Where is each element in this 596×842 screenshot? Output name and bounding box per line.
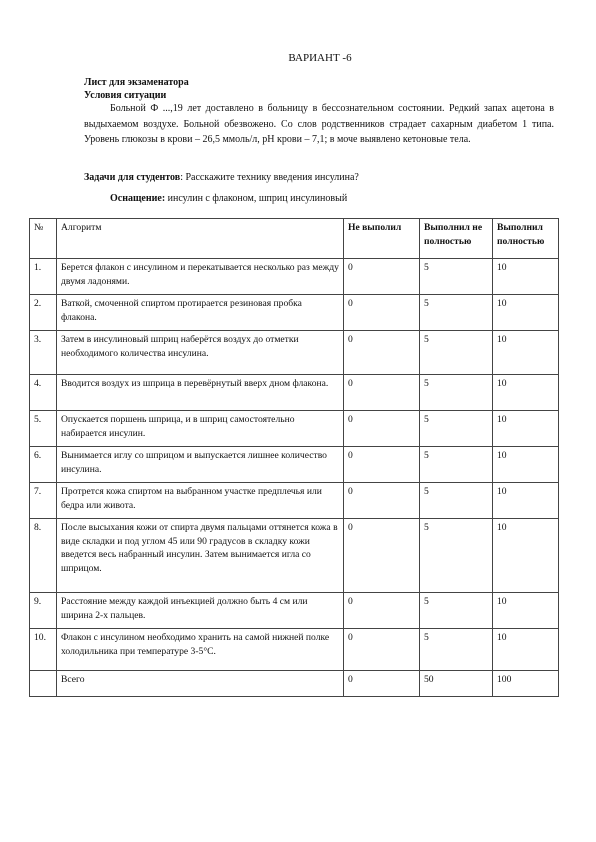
row-score-full: 10 xyxy=(493,593,559,629)
row-score-partial: 5 xyxy=(420,447,493,483)
row-number: 3. xyxy=(30,331,57,375)
row-score-not-done: 0 xyxy=(344,519,420,593)
row-score-full: 10 xyxy=(493,375,559,411)
row-score-not-done: 0 xyxy=(344,295,420,331)
row-score-full: 10 xyxy=(493,483,559,519)
row-score-partial: 5 xyxy=(420,593,493,629)
row-number: 8. xyxy=(30,519,57,593)
row-algorithm: Затем в инсулиновый шприц наберётся воздух до отметки необходимого количества инсулина. xyxy=(57,331,344,375)
row-algorithm: Вводится воздух из шприца в перевёрнутый вверх дном флакона. xyxy=(57,375,344,411)
conditions-title: Условия ситуации xyxy=(84,90,167,101)
header-partially-done: Выполнил не полностью xyxy=(420,219,493,259)
row-score-partial: 5 xyxy=(420,295,493,331)
row-score-full: 10 xyxy=(493,519,559,593)
row-algorithm: Ваткой, смоченной спиртом протирается резиновая пробка флакона. xyxy=(57,295,344,331)
row-score-partial: 5 xyxy=(420,519,493,593)
row-number: 1. xyxy=(30,259,57,295)
row-number: 2. xyxy=(30,295,57,331)
table-row xyxy=(30,447,559,483)
row-score-full: 10 xyxy=(493,629,559,671)
row-algorithm: Протрется кожа спиртом на выбранном участке предплечья или бедра или живота. xyxy=(57,483,344,519)
total-number xyxy=(30,671,57,697)
row-score-not-done: 0 xyxy=(344,259,420,295)
row-score-partial: 5 xyxy=(420,259,493,295)
table-row xyxy=(30,629,559,671)
table-header-row xyxy=(30,219,559,259)
row-score-full: 10 xyxy=(493,447,559,483)
header-algorithm: Алгоритм xyxy=(57,219,344,259)
row-score-not-done: 0 xyxy=(344,593,420,629)
equipment-label: Оснащение: xyxy=(110,193,166,204)
table-row xyxy=(30,483,559,519)
table-row xyxy=(30,295,559,331)
table-row xyxy=(30,411,559,447)
row-score-not-done: 0 xyxy=(344,629,420,671)
row-number: 9. xyxy=(30,593,57,629)
variant-title: ВАРИАНТ -6 xyxy=(288,52,352,64)
row-score-partial: 5 xyxy=(420,411,493,447)
row-score-full: 10 xyxy=(493,331,559,375)
header-not-done: Не выполил xyxy=(344,219,420,259)
equipment-line xyxy=(110,193,347,204)
row-score-partial: 5 xyxy=(420,375,493,411)
total-not-done: 0 xyxy=(344,671,420,697)
total-full: 100 xyxy=(493,671,559,697)
sheet-title: Лист для экзаменатора xyxy=(84,77,189,88)
table-row xyxy=(30,375,559,411)
row-algorithm: Вынимается иглу со шприцом и выпускается лишнее количество инсулина. xyxy=(57,447,344,483)
row-score-full: 10 xyxy=(493,295,559,331)
row-score-not-done: 0 xyxy=(344,411,420,447)
row-score-partial: 5 xyxy=(420,331,493,375)
header-fully-done: Выполнил полностью xyxy=(493,219,559,259)
row-algorithm: Флакон с инсулином необходимо хранить на самой нижней полке холодильника при температуре 3-5°С. xyxy=(57,629,344,671)
tasks-label: Задачи для студентов xyxy=(84,172,181,183)
table-row xyxy=(30,259,559,295)
row-algorithm: Берется флакон с инсулином и перекатывается несколько раз между двумя ладонями. xyxy=(57,259,344,295)
row-score-partial: 5 xyxy=(420,483,493,519)
row-algorithm: После высыхания кожи от спирта двумя пальцами оттянется кожа в виде складки и под углом 45 или 90 градусов в складку кожи введется весь набранный инсулин. Затем вынимается игла со шприцом. xyxy=(57,519,344,593)
row-algorithm: Опускается поршень шприца, и в шприц самостоятельно набирается инсулин. xyxy=(57,411,344,447)
header-number: № xyxy=(30,219,57,259)
total-label: Всего xyxy=(57,671,344,697)
row-score-not-done: 0 xyxy=(344,375,420,411)
row-algorithm: Расстояние между каждой инъекцией должно быть 4 см или ширина 2-х пальцев. xyxy=(57,593,344,629)
table-total-row xyxy=(30,671,559,697)
row-score-not-done: 0 xyxy=(344,447,420,483)
row-number: 6. xyxy=(30,447,57,483)
row-score-full: 10 xyxy=(493,411,559,447)
conditions-text: Больной Ф ...,19 лет доставлено в больницу в бессознательном состоянии. Редкий запах ацетона в выдыхаемом воздухе. Больной обезвожено. Со слов родственников страдает сахарным диабетом 1 типа. Уровень глюкозы в крови – 26,5 ммоль/л, pH крови – 7,1; в моче выявлено кетоновые тела. xyxy=(84,103,554,145)
equipment-text: инсулин с флаконом, шприц инсулиновый xyxy=(165,193,348,204)
total-partial: 50 xyxy=(420,671,493,697)
table-row xyxy=(30,331,559,375)
row-number: 7. xyxy=(30,483,57,519)
tasks-text: : Расскажите технику введения инсулина? xyxy=(180,172,359,183)
row-score-not-done: 0 xyxy=(344,331,420,375)
table-row xyxy=(30,593,559,629)
table-row xyxy=(30,519,559,593)
tasks-line xyxy=(84,172,359,183)
row-number: 5. xyxy=(30,411,57,447)
row-score-full: 10 xyxy=(493,259,559,295)
row-number: 10. xyxy=(30,629,57,671)
algorithm-table xyxy=(29,218,559,697)
row-number: 4. xyxy=(30,375,57,411)
row-score-partial: 5 xyxy=(420,629,493,671)
row-score-not-done: 0 xyxy=(344,483,420,519)
